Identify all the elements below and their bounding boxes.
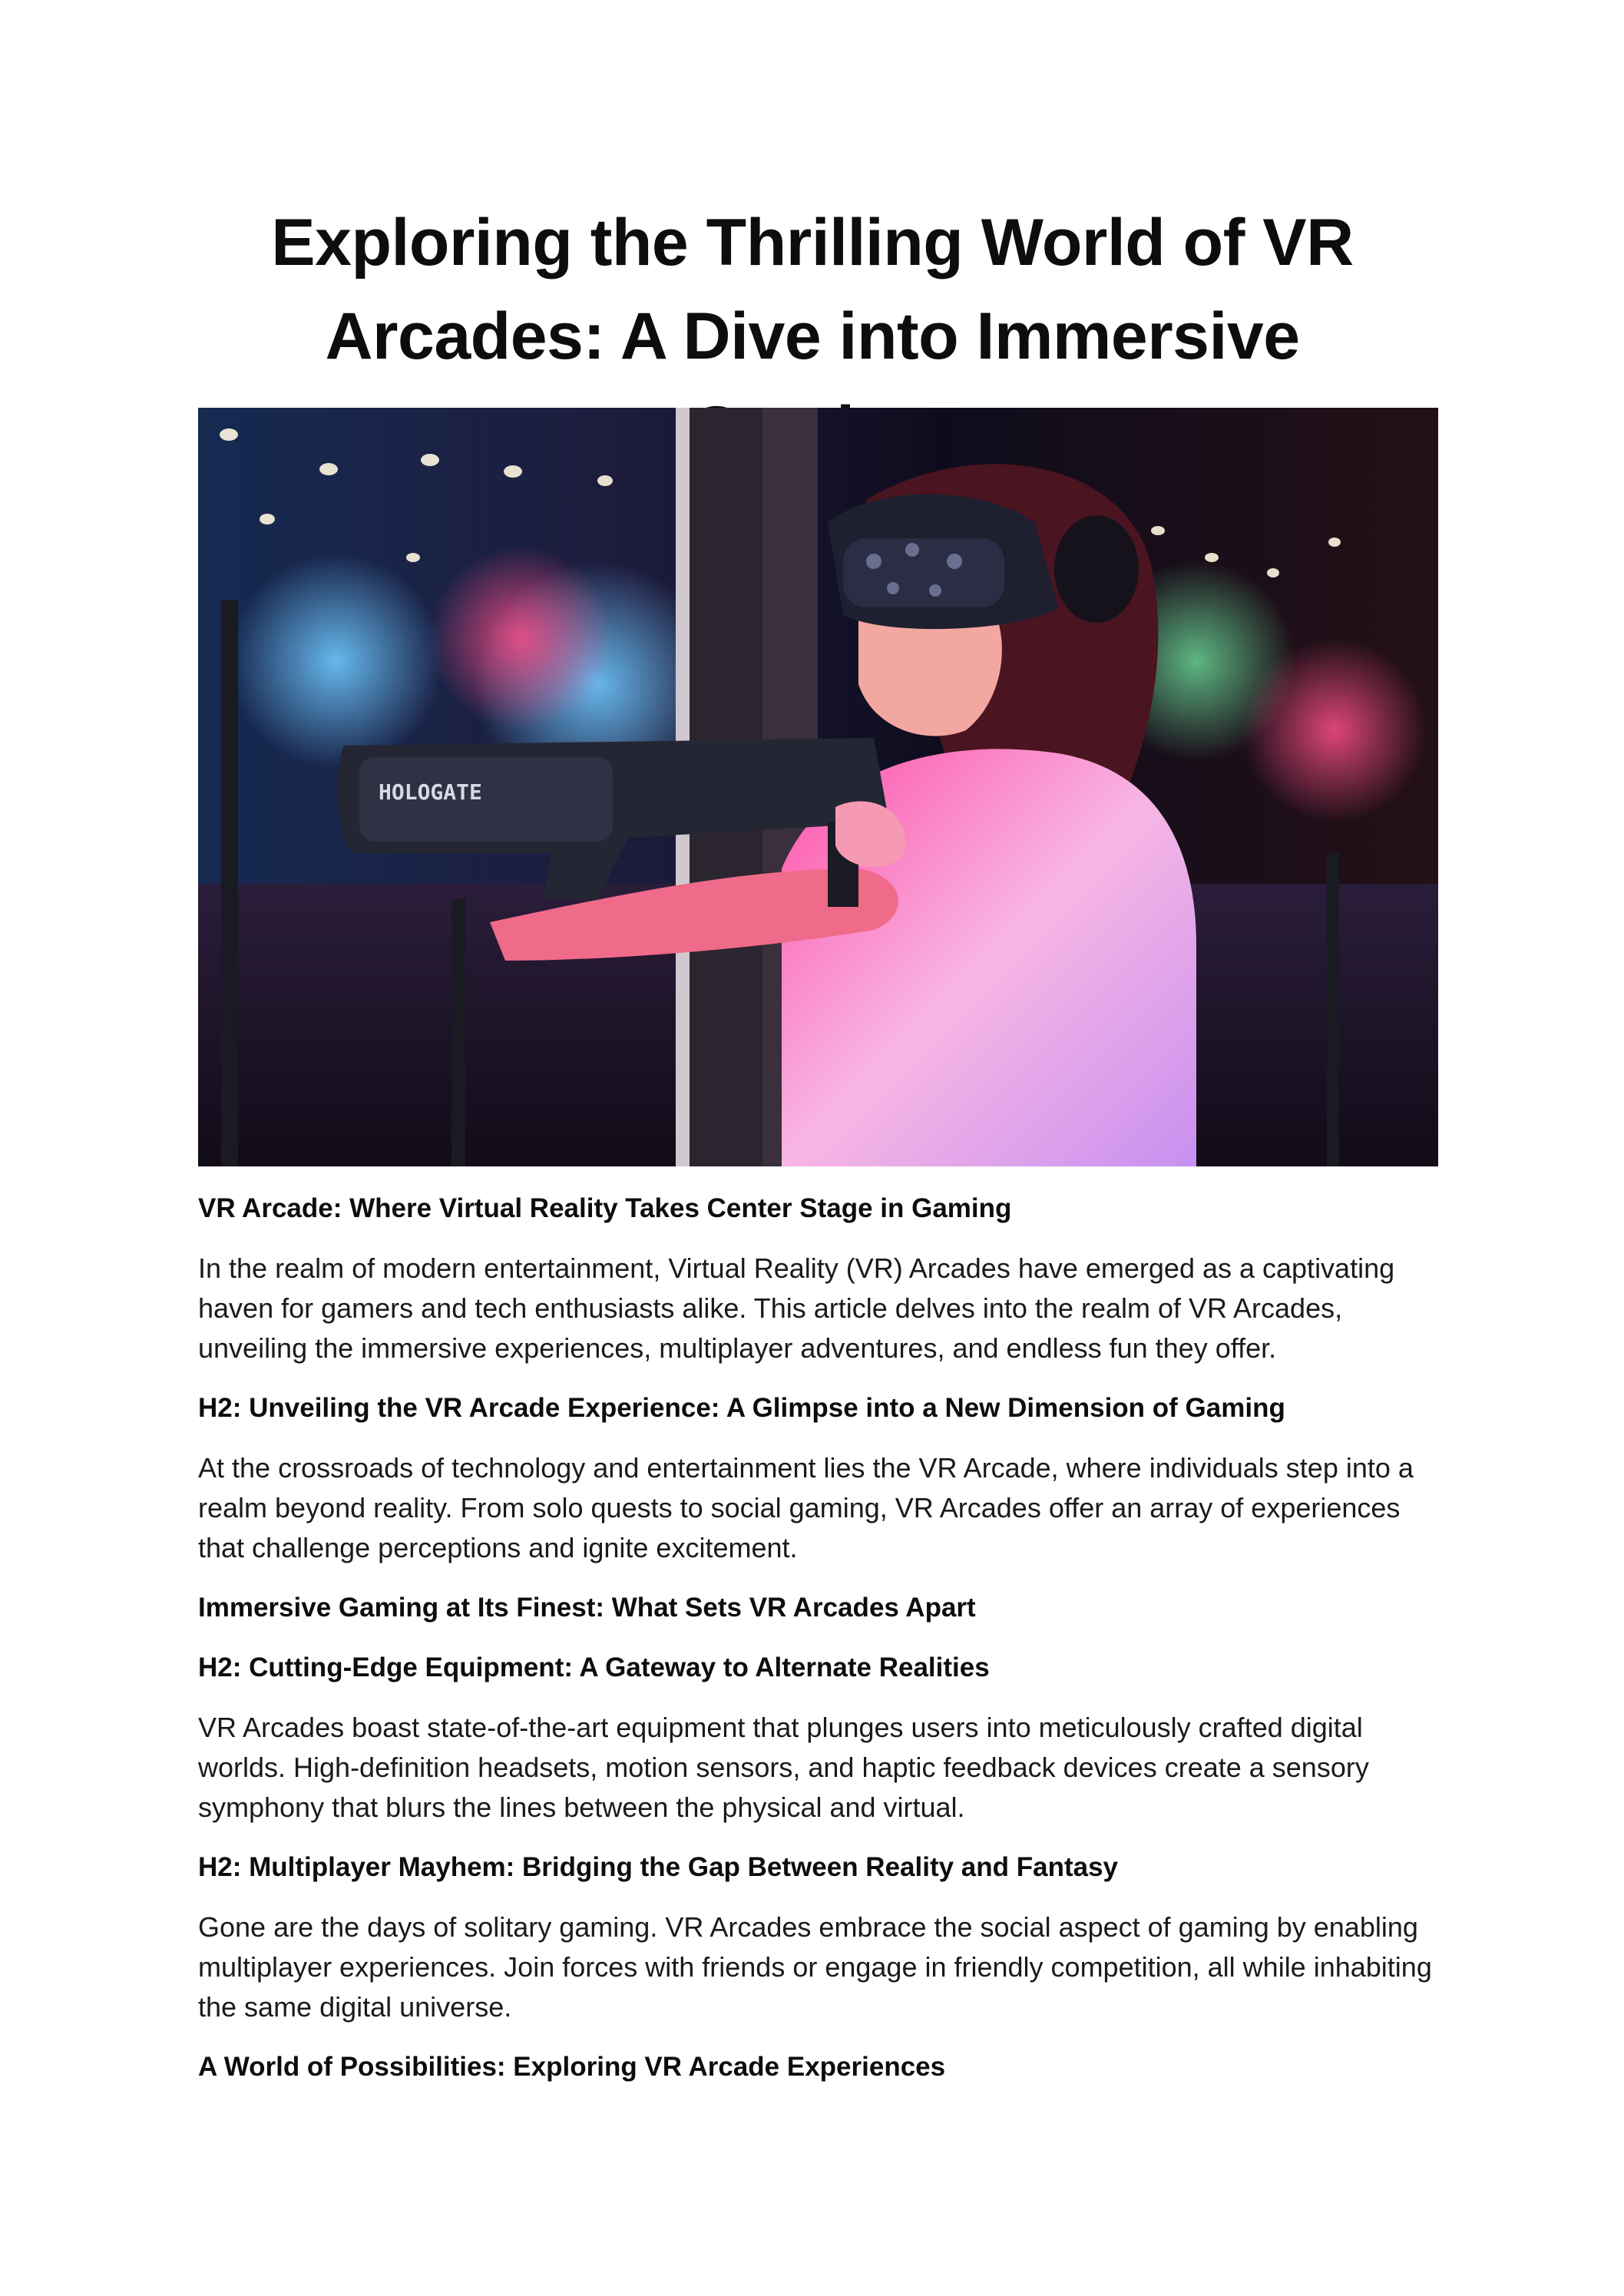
- section-heading: H2: Cutting-Edge Equipment: A Gateway to Alternate Realities: [198, 1653, 990, 1682]
- section-paragraph: In the realm of modern entertainment, Virtual Reality (VR) Arcades have emerged as a captivating haven for gamers and tech enthusiasts alike. This article delves into the realm of VR Arcades, unveiling the immersive experiences, multiplayer adventures, and endless fun they offer.: [198, 1252, 1395, 1364]
- blaster-brand-label: HOLOGATE: [379, 779, 482, 805]
- section-heading: H2: Unveiling the VR Arcade Experience: A Glimpse into a New Dimension of Gaming: [198, 1393, 1285, 1423]
- section-heading: H2: Multiplayer Mayhem: Bridging the Gap Between Reality and Fantasy: [198, 1852, 1119, 1882]
- section-heading: A World of Possibilities: Exploring VR Arcade Experiences: [198, 2052, 946, 2082]
- article-body: [198, 1189, 1442, 2107]
- section-paragraph: VR Arcades boast state-of-the-art equipment that plunges users into meticulously crafted digital worlds. High-definition headsets, motion sensors, and haptic feedback devices create a sensory symphony that blurs the lines between the physical and virtual.: [198, 1712, 1369, 1823]
- section-heading: Immersive Gaming at Its Finest: What Sets VR Arcades Apart: [198, 1593, 976, 1623]
- vr-player-photo-icon: [198, 408, 1438, 1166]
- section-paragraph: At the crossroads of technology and entertainment lies the VR Arcade, where individuals step into a realm beyond reality. From solo quests to social gaming, VR Arcades offer an array of experiences that challenge perceptions and ignite excitement.: [198, 1452, 1414, 1563]
- document-title: Exploring the Thrilling World of VR Arcades: A Dive into Immersive: [271, 206, 1354, 373]
- section-heading: VR Arcade: Where Virtual Reality Takes Center Stage in Gaming: [198, 1193, 1012, 1223]
- section-paragraph: Gone are the days of solitary gaming. VR Arcades embrace the social aspect of gaming by enabling multiplayer experiences. Join forces with friends or engage in friendly competition, all while inhabiting the same digital universe.: [198, 1911, 1432, 2023]
- hero-image: [198, 408, 1438, 1166]
